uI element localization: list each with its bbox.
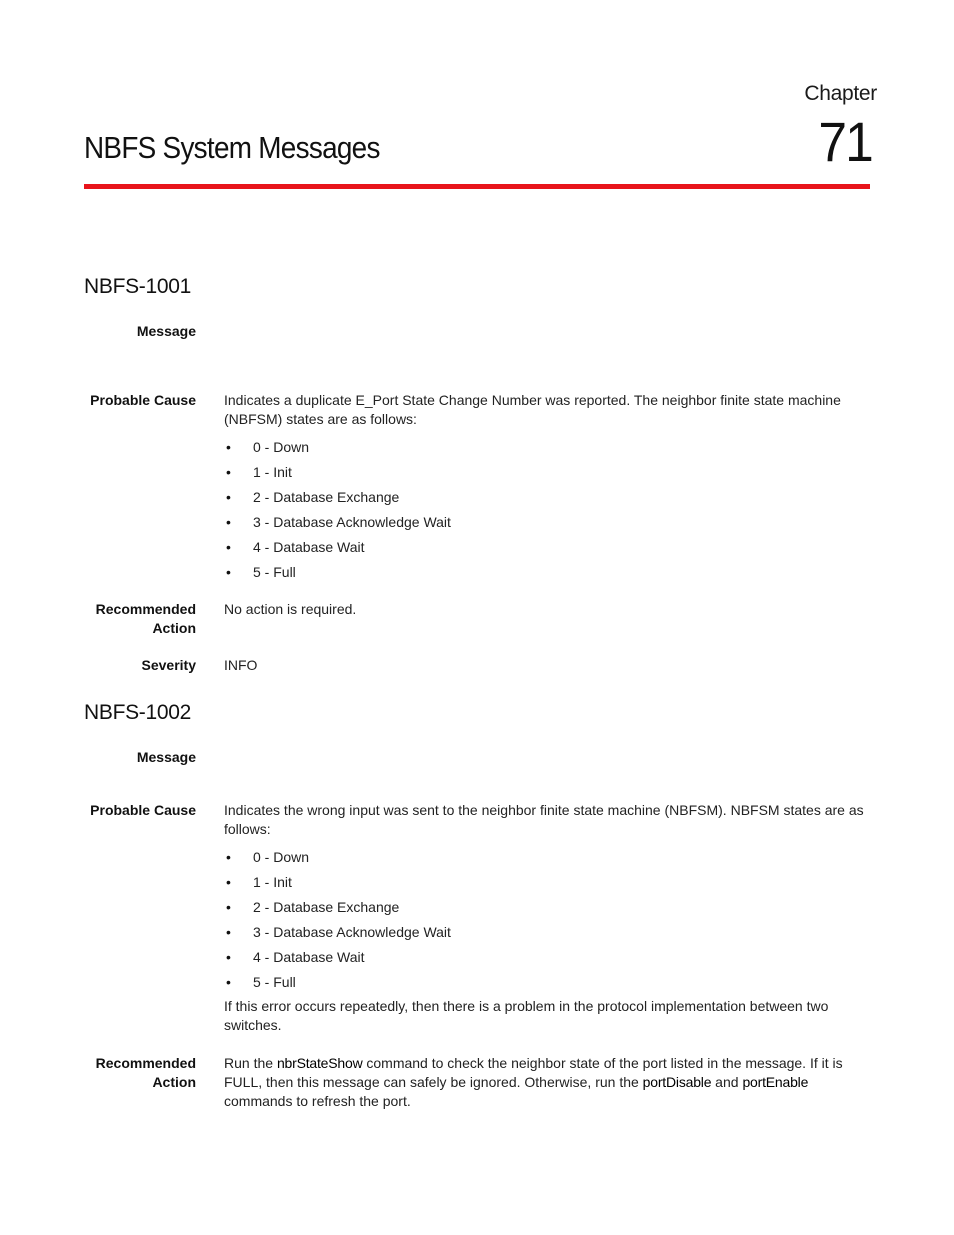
state-list xyxy=(224,848,844,998)
bullet-icon: • xyxy=(226,899,231,915)
bullet-icon: • xyxy=(226,489,231,505)
recommended-action-text: No action is required. xyxy=(224,601,357,617)
probable-cause-text: Indicates the wrong input was sent to the neighbor finite state machine (NBFSM). NBFSM states are as follows: xyxy=(224,802,864,837)
message-label: Message xyxy=(136,749,196,765)
message-label: Message xyxy=(136,323,196,339)
bullet-icon: • xyxy=(226,849,231,865)
bullet-icon: • xyxy=(226,539,231,555)
recommended-action-text: Run the nbrStateShow command to check the neighbor state of the port listed in the message. If it is FULL, then this message can safely be ignored. Otherwise, run the portDisable and portEnable commands to refresh the port. xyxy=(224,1055,843,1109)
bullet-icon: • xyxy=(226,874,231,890)
repeat-error-note: If this error occurs repeatedly, then there is a problem in the protocol implementation between two switches. xyxy=(224,998,829,1033)
list-item: • 5 - Full xyxy=(226,974,296,990)
section-heading-nbfs-1002: NBFS-1002 xyxy=(84,701,192,724)
chapter-label: Chapter xyxy=(804,82,877,105)
list-item: • 2 - Database Exchange xyxy=(226,899,400,915)
recommended-action-label: Recommended Action xyxy=(95,1055,196,1090)
title-underline-bar xyxy=(84,184,870,189)
section-heading-nbfs-1001: NBFS-1001 xyxy=(84,275,192,298)
probable-cause-label: Probable Cause xyxy=(90,392,196,408)
list-item: • 2 - Database Exchange xyxy=(226,489,400,505)
list-item: • 4 - Database Wait xyxy=(226,949,365,965)
list-item: • 3 - Database Acknowledge Wait xyxy=(226,514,451,530)
command-portenable: portEnable xyxy=(742,1074,809,1090)
severity-value: INFO xyxy=(224,657,258,673)
probable-cause-label: Probable Cause xyxy=(90,802,196,818)
state-list xyxy=(224,438,844,588)
bullet-icon: • xyxy=(226,949,231,965)
list-item: • 0 - Down xyxy=(226,849,310,865)
severity-label: Severity xyxy=(141,657,196,673)
list-item: • 1 - Init xyxy=(226,464,292,480)
command-portdisable: portDisable xyxy=(642,1074,712,1090)
list-item: • 4 - Database Wait xyxy=(226,539,365,555)
bullet-icon: • xyxy=(226,514,231,530)
page-title: NBFS System Messages xyxy=(84,130,380,165)
command-nbrstateshow: nbrStateShow xyxy=(276,1055,363,1071)
probable-cause-text: Indicates a duplicate E_Port State Change Number was reported. The neighbor finite state machine (NBFSM) states are as follows: xyxy=(224,392,841,427)
recommended-action-label: Recommended Action xyxy=(95,601,196,636)
list-item: • 1 - Init xyxy=(226,874,292,890)
chapter-number: 71 xyxy=(818,110,872,173)
bullet-icon: • xyxy=(226,464,231,480)
bullet-icon: • xyxy=(226,974,231,990)
bullet-icon: • xyxy=(226,439,231,455)
list-item: • 3 - Database Acknowledge Wait xyxy=(226,924,451,940)
bullet-icon: • xyxy=(226,924,231,940)
list-item: • 5 - Full xyxy=(226,564,296,580)
bullet-icon: • xyxy=(226,564,231,580)
list-item: • 0 - Down xyxy=(226,439,310,455)
